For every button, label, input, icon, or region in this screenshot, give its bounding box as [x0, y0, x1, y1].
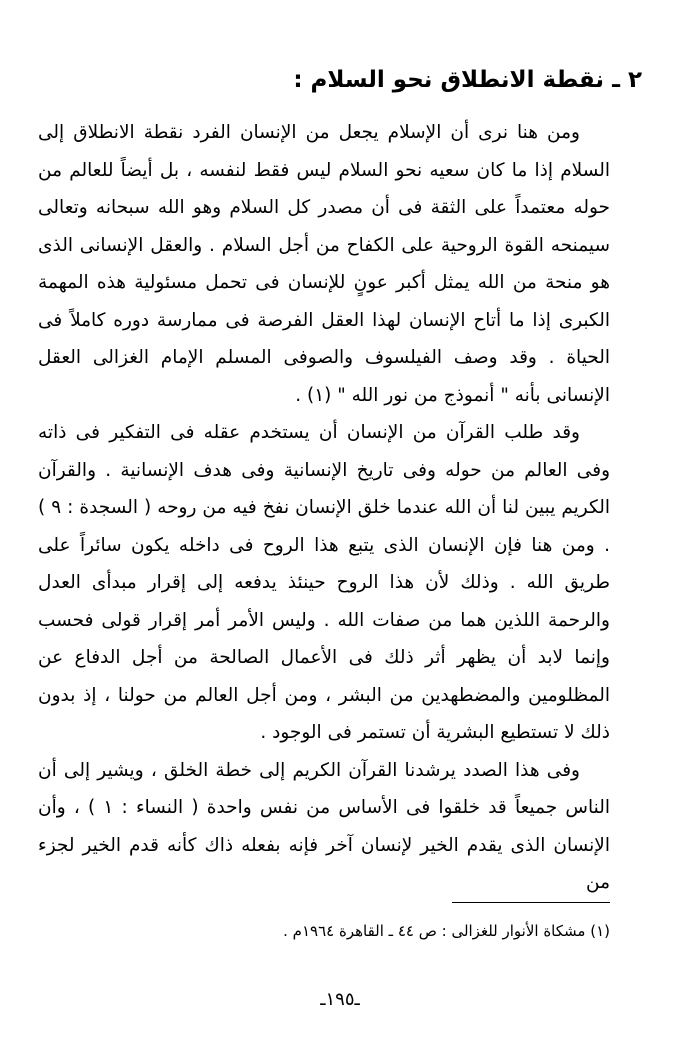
- body-text: [38, 114, 610, 902]
- paragraph-2: وقد طلب القرآن من الإنسان أن يستخدم عقله فى التفكير فى ذاته وفى العالم من حوله وفى تاريخ الإنسانية وفى هدف الإنسانية . والقرآن الكريم يبين لنا أن الله عندما خلق الإنسان نفخ فيه من روحه ( السجدة : ٩ ) . ومن هنا فإن الإنسان الذى يتبع هذا الروح فى داخله يكون سائراً على طريق الله . وذلك لأن هذا الروح حينئذ يدفعه إلى إقرار مبدأى العدل والرحمة اللذين هما من صفات الله . وليس الأمر أمر إقرار قولى فحسب وإنما لابد أن يظهر أثر ذلك فى الأعمال الصالحة من أجل الدفاع عن المظلومين والمضطهدين من البشر ، ومن أجل العالم من حولنا ، إذ بدون ذلك لا تستطيع البشرية أن تستمر فى الوجود .: [38, 422, 610, 743]
- section-heading: ٢ ـ نقطة الانطلاق نحو السلام :: [293, 67, 642, 93]
- page-number: ـ١٩٥ـ: [320, 989, 360, 1010]
- paragraph-1: ومن هنا نرى أن الإسلام يجعل من الإنسان الفرد نقطة الانطلاق إلى السلام إذا ما كان سعيه نحو السلام ليس فقط لنفسه ، بل أيضاً للعالم من حوله معتمداً على الثقة فى أن مصدر كل السلام وهو الله سبحانه وتعالى سيمنحه القوة الروحية على الكفاح من أجل السلام . والعقل الإنسانى الذى هو منحة من الله يمثل أكبر عونٍ للإنسان فى تحمل مسئولية هذه المهمة الكبرى إذا ما أتاح الإنسان لهذا العقل الفرصة فى ممارسة دوره كاملاً فى الحياة . وقد وصف الفيلسوف والصوفى المسلم الإمام الغزالى العقل الإنسانى بأنه " أنموذج من نور الله " (١) .: [38, 122, 610, 406]
- footnote-divider: [452, 902, 610, 903]
- paragraph-3: وفى هذا الصدد يرشدنا القرآن الكريم إلى خطة الخلق ، ويشير إلى أن الناس جميعاً قد خلقوا فى الأساس من نفس واحدة ( النساء : ١ ) ، وأن الإنسان الذى يقدم الخير لإنسان آخر فإنه بفعله ذاك كأنه قدم الخير لجزء من: [38, 759, 610, 893]
- footnote: (١) مشكاة الأنوار للغزالى : ص ٤٤ ـ القاهرة ١٩٦٤م .: [283, 922, 610, 940]
